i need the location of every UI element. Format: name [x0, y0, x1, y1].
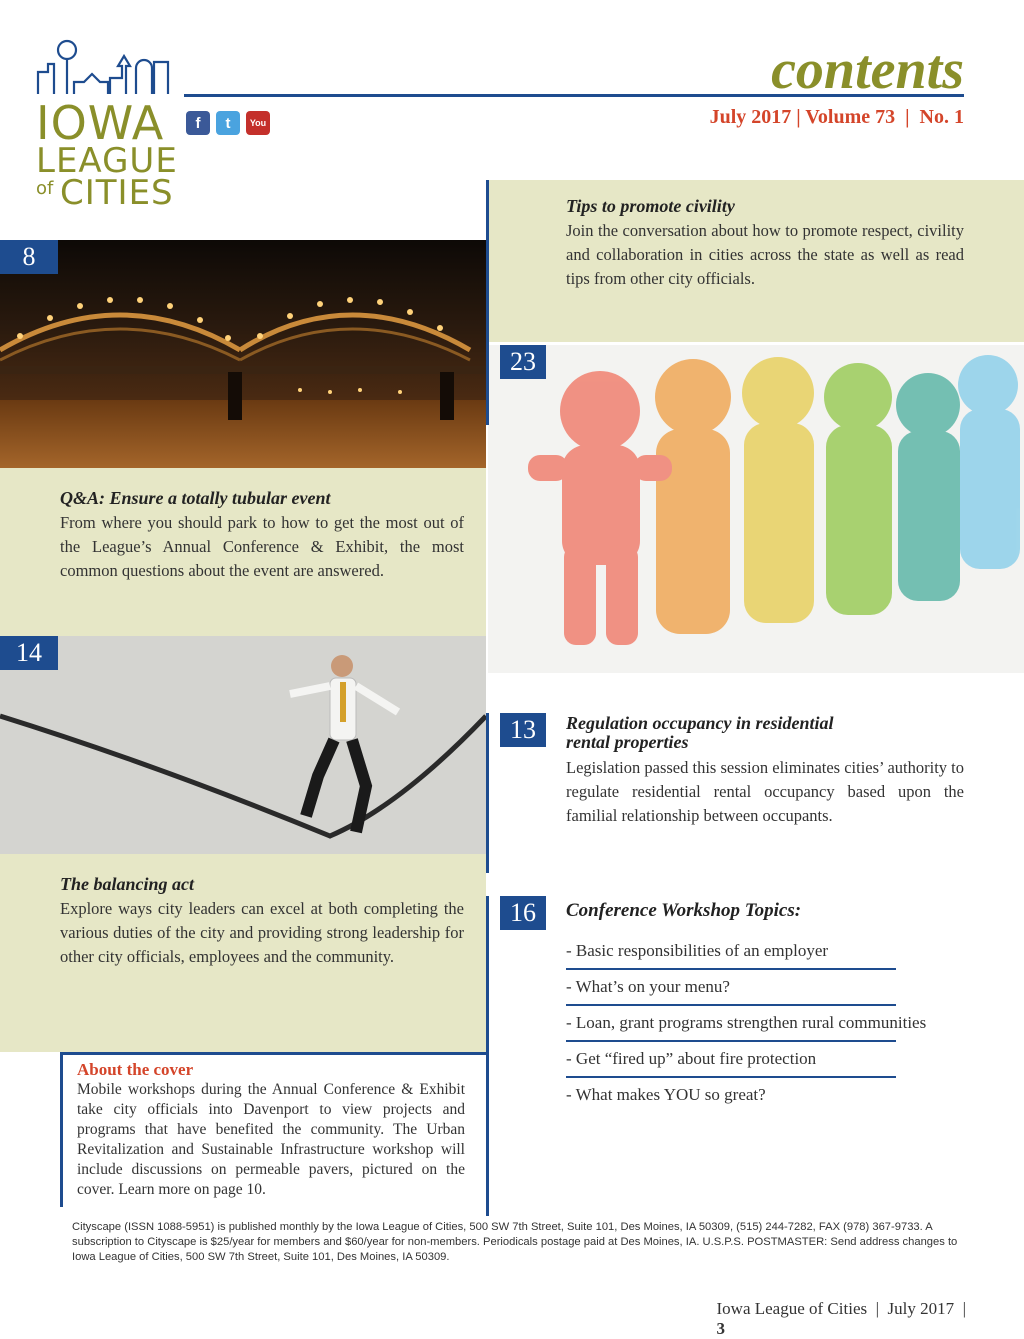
workshop-topic[interactable]: - What’s on your menu? — [566, 970, 896, 1006]
cover-heading: About the cover — [77, 1060, 194, 1079]
qa-article[interactable] — [60, 488, 464, 583]
civility-title: Tips to promote civility — [566, 196, 735, 216]
folio-text: Iowa League of Cities | July 2017 | — [716, 1299, 966, 1318]
qa-body: From where you should park to how to get the most out of the League’s Annual Conference & Exhibit, the most common questions about the event are answered. — [60, 513, 464, 580]
page-badge-13[interactable]: 13 — [500, 713, 546, 747]
page-folio — [708, 1279, 966, 1339]
bridge-photo — [0, 240, 486, 468]
regulation-title: Regulation occupancy in residential rental properties — [566, 713, 834, 752]
social-icons — [186, 111, 276, 135]
workshop-topic[interactable]: - Basic responsibilities of an employer — [566, 934, 896, 970]
workshop-topic[interactable]: - What makes YOU so great? — [566, 1085, 766, 1104]
paper-figures-photo — [488, 345, 1024, 673]
page-badge-14[interactable]: 14 — [0, 636, 58, 670]
page-badge-8[interactable]: 8 — [0, 240, 58, 274]
workshop-topic-list — [566, 934, 976, 1112]
regulation-body: Legislation passed this session eliminates cities’ authority to regulate residential rental occupancy based upon the familial relationship between occupants. — [566, 758, 964, 825]
page-number: 3 — [716, 1319, 726, 1338]
workshops-article[interactable] — [566, 900, 976, 1112]
logo-line-league: LEAGUE — [36, 141, 178, 181]
twitter-icon[interactable]: t — [216, 111, 240, 135]
balancing-body: Explore ways city leaders can excel at both completing the various duties of the city and providing strong leadership for other city officials, employees and the community. — [60, 899, 464, 966]
balancing-article[interactable] — [60, 874, 464, 969]
logo — [34, 38, 178, 213]
regulation-article[interactable] — [566, 714, 964, 828]
logo-line-of: of — [36, 178, 54, 199]
workshop-topic[interactable]: - Get “fired up” about fire protection — [566, 1042, 896, 1078]
skyline-logo-icon — [34, 38, 174, 96]
civility-body: Join the conversation about how to promote respect, civility and collaboration in cities across the state as well as read tips from other city officials. — [566, 221, 964, 288]
qa-title: Q&A: Ensure a totally tubular event — [60, 488, 331, 508]
issue-line: July 2017 | Volume 73 | No. 1 — [709, 106, 964, 128]
youtube-icon[interactable]: You — [246, 111, 270, 135]
column-divider-mid — [486, 345, 489, 425]
tightrope-photo — [0, 636, 486, 854]
logo-line-cities: CITIES — [60, 173, 174, 213]
page-badge-16[interactable]: 16 — [500, 896, 546, 930]
workshop-topic[interactable]: - Loan, grant programs strengthen rural communities — [566, 1006, 896, 1042]
column-divider-regulation — [486, 713, 489, 873]
balancing-title: The balancing act — [60, 874, 194, 894]
publication-fine-print: Cityscape (ISSN 1088-5951) is published monthly by the Iowa League of Cities, 500 SW 7th Street, Suite 101, Des Moines, IA 50309, (515) 244-7282, FAX (978) 367-9733. A subscription to Cityscape is $25/year for members and $60/year for non-members. Periodicals postage paid at Des Moines, IA. U.S.P.S. POSTMASTER: Send address changes to Iowa League of Cities, 500 SW 7th Street, Suite 101, Des Moines, IA 50309. — [72, 1221, 958, 1263]
facebook-icon[interactable]: f — [186, 111, 210, 135]
page-title: contents — [771, 39, 964, 101]
logo-line-iowa: IOWA — [36, 96, 165, 150]
workshops-title: Conference Workshop Topics: — [566, 900, 802, 921]
page-badge-23[interactable]: 23 — [500, 345, 546, 379]
civility-article[interactable] — [566, 196, 964, 291]
about-cover — [77, 1060, 465, 1200]
cover-body: Mobile workshops during the Annual Conference & Exhibit take city officials into Davenport to view projects and programs that have benefited the community. The Urban Revitalization and Sustainable Infrastructure workshop will include discussions on permeable pavers, pictured on the cover. Learn more on page 10. — [77, 1081, 465, 1198]
